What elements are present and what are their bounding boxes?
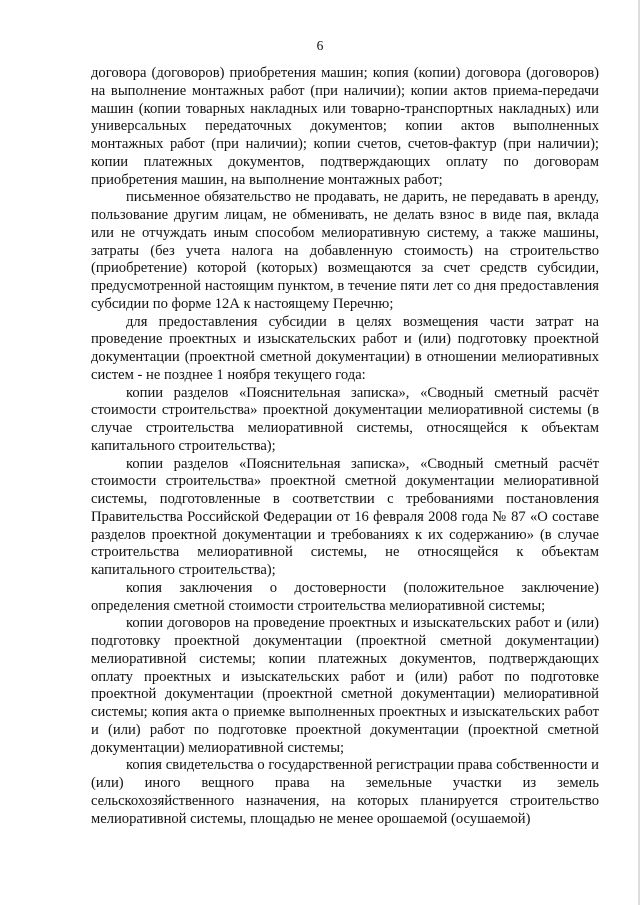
paragraph-cost-verification: копия заключения о достоверности (положительное заключение) определения сметной стоимости строительства мелиоративной системы;: [91, 579, 599, 614]
paragraph-land-rights-certificate: копия свидетельства о государственной регистрации права собственности и (или) иного вещного права на земельные участки из земель сельскохозяйственного назначения, на которых планируется строительство мелиоративной системы, площадью не менее орошаемой (осушаемой): [91, 757, 599, 827]
paragraph-purchase-documents: договора (договоров) приобретения машин; копия (копии) договора (договоров) на выполнение монтажных работ (при наличии); копии актов приема-передачи машин (копии товарных накладных или товарно-транспортных накладных) или универсальных передаточных документов; копии актов выполненных монтажных работ (при наличии); копии счетов, счетов-фактур (при наличии); копии платежных документов, подтверждающих оплату по договорам приобретения машин, на выполнение монтажных работ;: [91, 65, 599, 188]
paragraph-non-capital-construction-sections: копии разделов «Пояснительная записка», «Сводный сметный расчёт стоимости строительства» проектной сметной документации мелиоративной системы, подготовленные в соответствии с требованиями постановления Правительства Российской Федерации от 16 февраля 2008 года № 87 «О составе разделов проектной документации и требованиях к их содержанию» (в случае строительства мелиоративной системы, не относящейся к объектам капитального строительства);: [91, 455, 599, 578]
paragraph-design-contracts: копии договоров на проведение проектных и изыскательских работ и (или) подготовку проектной документации (проектной сметной документации) мелиоративной системы; копии платежных документов, подтверждающих оплату проектных и изыскательских работ и (или) работ по подготовке проектной документации (проектной сметной документации) мелиоративной системы; копия акта о приемке выполненных проектных и изыскательских работ и (или) работ по подготовке проектной документации (проектной сметной документации) мелиоративной системы;: [91, 615, 599, 756]
paragraph-design-subsidy-intro: для предоставления субсидии в целях возмещения части затрат на проведение проектных и изыскательских работ и (или) подготовку проектной документации (проектной сметной документации) в отношении мелиоративных систем - не позднее 1 ноября текущего года:: [91, 313, 599, 383]
paragraph-written-obligation: письменное обязательство не продавать, не дарить, не передавать в аренду, пользование другим лицам, не обменивать, не делать взнос в виде пая, вклада или не отчуждать иным способом мелиоративную систему, а также машины, затраты (без учета налога на добавленную стоимость) на строительство (приобретение) которой (которых) возмещаются за счет средств субсидии, предусмотренной настоящим пунктом, в течение пяти лет со дня предоставления субсидии по форме 12А к настоящему Перечню;: [91, 189, 599, 312]
paragraph-capital-construction-sections: копии разделов «Пояснительная записка», «Сводный сметный расчёт стоимости строительства» проектной документации мелиоративной системы (в случае строительства мелиоративной системы, относящейся к объектам капитального строительства);: [91, 384, 599, 454]
page-number: 6: [316, 38, 324, 53]
document-body: [91, 65, 599, 828]
